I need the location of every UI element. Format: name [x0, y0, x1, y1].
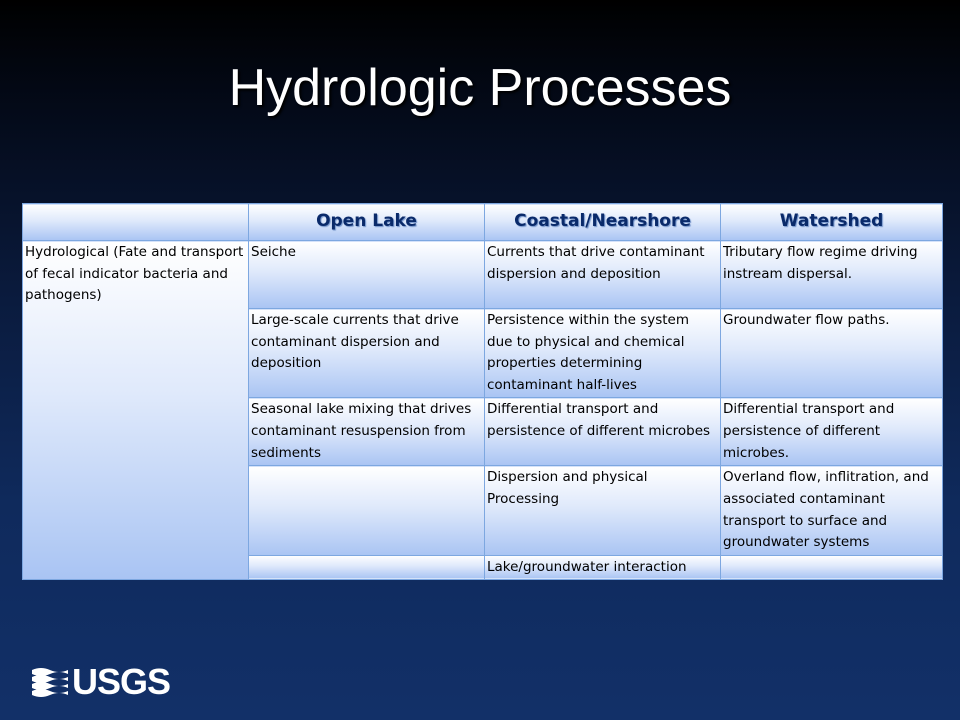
usgs-logo-text: USGS	[72, 661, 171, 702]
cell-open-lake: Large-scale currents that drive contaminant dispersion and deposition	[249, 309, 485, 398]
cell-watershed	[721, 555, 943, 580]
cell-coastal: Dispersion and physical Processing	[485, 466, 721, 555]
table-row	[23, 241, 943, 309]
header-empty	[23, 204, 249, 241]
usgs-logo	[32, 661, 171, 702]
cell-watershed: Overland flow, inflitration, and associated contaminant transport to surface and groundwater systems	[721, 466, 943, 555]
cell-coastal: Persistence within the system due to physical and chemical properties determining contaminant half-lives	[485, 309, 721, 398]
slide-title: Hydrologic Processes	[228, 59, 732, 117]
header-watershed: Watershed	[721, 204, 943, 241]
cell-open-lake: Seiche	[249, 241, 485, 309]
cell-open-lake	[249, 555, 485, 580]
cell-watershed: Tributary flow regime driving instream dispersal.	[721, 241, 943, 309]
cell-coastal: Currents that drive contaminant dispersion and deposition	[485, 241, 721, 309]
cell-open-lake	[249, 466, 485, 555]
header-open-lake: Open Lake	[249, 204, 485, 241]
header-coastal-nearshore: Coastal/Nearshore	[485, 204, 721, 241]
cell-coastal: Differential transport and persistence of different microbes	[485, 398, 721, 466]
cell-watershed: Groundwater flow paths.	[721, 309, 943, 398]
row-label-hydrological: Hydrological (Fate and transport of fecal indicator bacteria and pathogens)	[23, 241, 249, 580]
processes-table	[22, 203, 943, 580]
cell-open-lake: Seasonal lake mixing that drives contaminant resuspension from sediments	[249, 398, 485, 466]
usgs-wave-icon	[32, 666, 68, 698]
table-header-row	[23, 204, 943, 241]
cell-coastal: Lake/groundwater interaction	[485, 555, 721, 580]
cell-watershed: Differential transport and persistence of different microbes.	[721, 398, 943, 466]
